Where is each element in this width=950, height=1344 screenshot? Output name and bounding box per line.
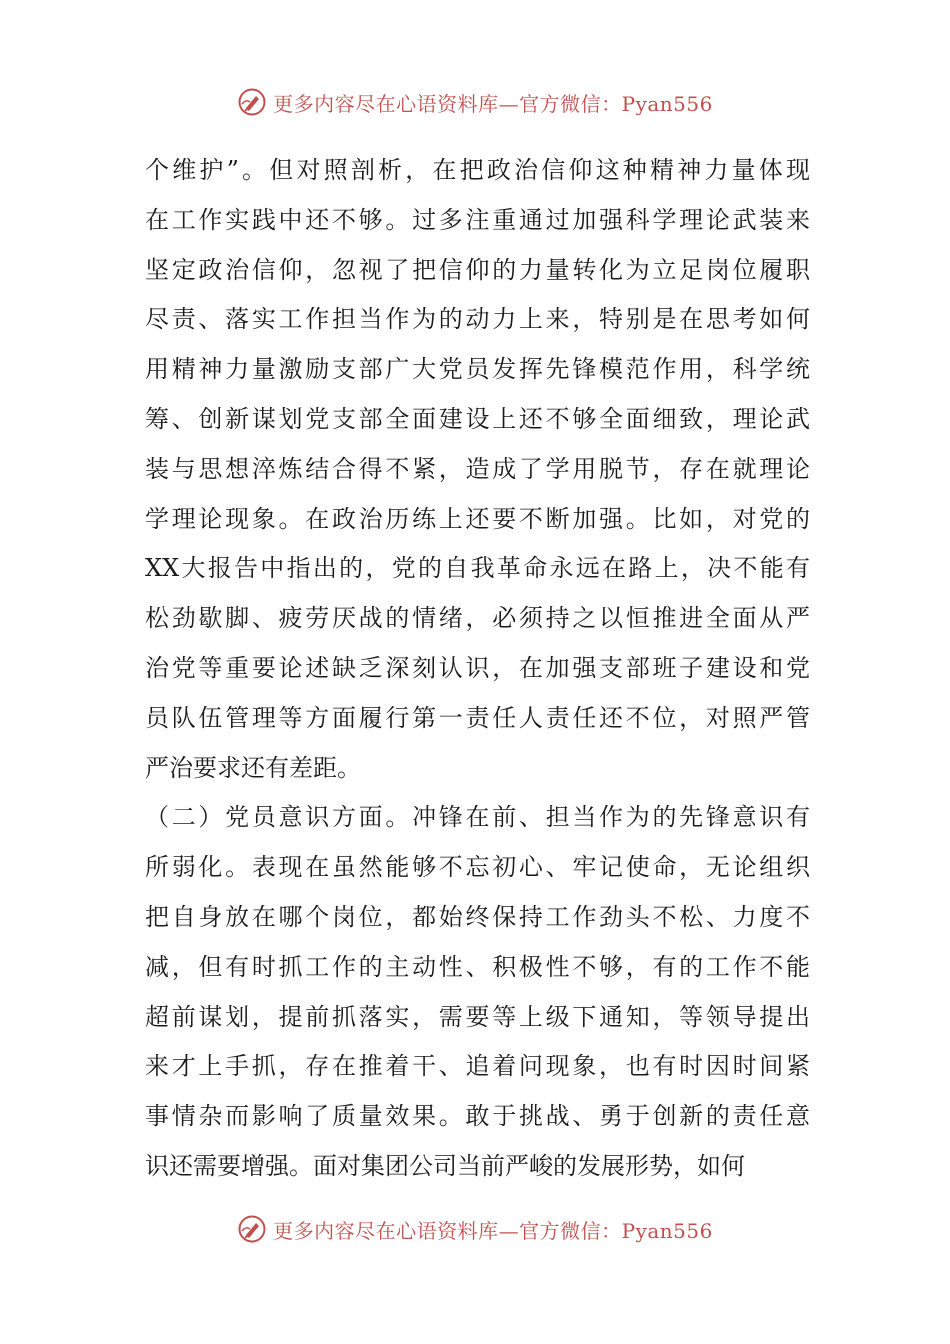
body-text-line: 个维护”。但对照剖析，在把政治信仰这种精神力量体现	[145, 156, 810, 184]
body-text-line: 筹、创新谋划党支部全面建设上还不够全面细致，理论武	[145, 404, 810, 433]
header-banner-text: 更多内容尽在心语资料库—官方微信：Pyan556	[273, 91, 713, 116]
body-text-line: 事情杂而影响了质量效果。敢于挑战、勇于创新的责任意	[145, 1102, 810, 1131]
body-text-line: 所弱化。表现在虽然能够不忘初心、牢记使命，无论组织	[145, 853, 810, 882]
body-text-line: 松劲歇脚、疲劳厌战的情绪，必须持之以恒推进全面从严	[145, 604, 810, 633]
body-text-line: 员队伍管理等方面履行第一责任人责任还不位，对照严管	[145, 703, 810, 732]
footer-banner	[0, 1209, 950, 1249]
document-body	[145, 146, 810, 1192]
body-text-line: 识还需要增强。面对集团公司当前严峻的发展形势，如何	[145, 1151, 745, 1180]
body-text-line: 来才上手抓，存在推着干、追着问现象，也有时因时间紧	[145, 1052, 810, 1081]
body-text-line: 在工作实践中还不够。过多注重通过加强科学理论武装来	[145, 205, 810, 234]
body-text-line: 装与思想淬炼结合得不紧，造成了学用脱节，存在就理论	[145, 454, 810, 483]
header-banner	[0, 82, 950, 122]
body-text-line: 尽责、落实工作担当作为的动力上来，特别是在思考如何	[145, 305, 810, 334]
body-text-line: 严治要求还有差距。	[145, 753, 361, 782]
body-text-line: 学理论现象。在政治历练上还要不断加强。比如，对党的	[145, 504, 810, 533]
body-text-line: 超前谋划，提前抓落实，需要等上级下通知，等领导提出	[145, 1002, 810, 1031]
pen-logo-icon	[237, 1214, 267, 1244]
body-text-line: 治党等重要论述缺乏深刻认识，在加强支部班子建设和党	[145, 653, 810, 682]
body-text-line: （二）党员意识方面。冲锋在前、担当作为的先锋意识有	[145, 803, 810, 832]
body-text-line: XX大报告中指出的，党的自我革命永远在路上，决不能有	[145, 554, 810, 583]
pen-logo-icon	[237, 87, 267, 117]
body-text-line: 把自身放在哪个岗位，都始终保持工作劲头不松、力度不	[145, 902, 810, 931]
body-text-line: 坚定政治信仰，忽视了把信仰的力量转化为立足岗位履职	[145, 255, 810, 284]
footer-banner-text: 更多内容尽在心语资料库—官方微信：Pyan556	[273, 1218, 713, 1243]
body-text-line: 用精神力量激励支部广大党员发挥先锋模范作用，科学统	[145, 355, 810, 384]
body-text-line: 减，但有时抓工作的主动性、积极性不够，有的工作不能	[145, 952, 810, 981]
